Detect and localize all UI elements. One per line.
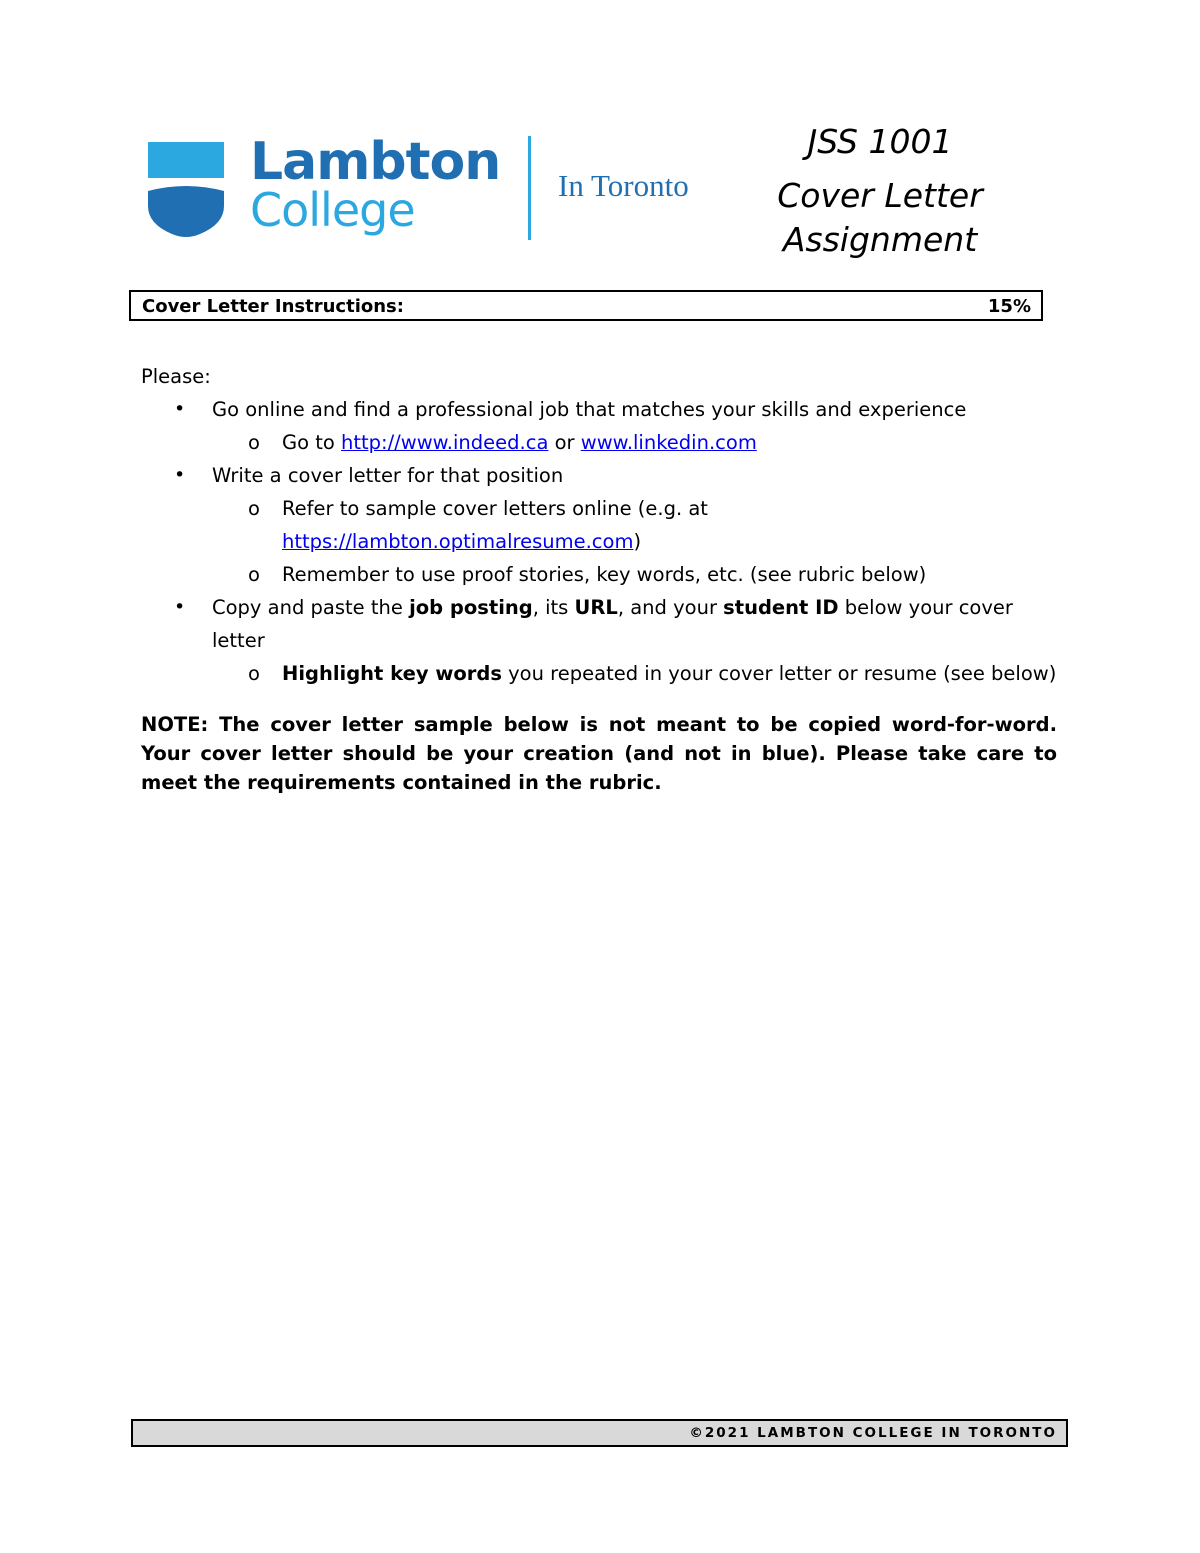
copy-part1: Copy and paste the — [212, 596, 410, 619]
refer-prefix: Refer to sample cover letters online (e.g. at — [282, 497, 708, 520]
copy-bold-url: URL — [574, 596, 618, 619]
instructions-content — [141, 360, 1061, 797]
instructions-weight: 15% — [987, 296, 1031, 317]
bullet1-text: Go online and find a professional job that matches your skills and experience — [212, 398, 967, 421]
bullet2-text: Write a cover letter for that position — [212, 464, 564, 487]
assignment-title: Cover Letter Assignment — [777, 176, 983, 259]
footer-copyright: ©2021 LAMBTON COLLEGE IN TORONTO — [689, 1425, 1057, 1441]
copy-part2: , its — [532, 596, 575, 619]
please-label: Please: — [141, 365, 211, 388]
instructions-label: Cover Letter Instructions: — [142, 296, 404, 317]
course-code: JSS 1001 — [807, 122, 953, 161]
copy-part4: below your cover letter — [212, 596, 1013, 652]
list-item — [141, 459, 1061, 591]
sub-bullet-icon: o — [248, 563, 260, 586]
list-item — [212, 426, 1061, 459]
goto-middle: or — [548, 431, 581, 454]
bullet-icon: • — [174, 398, 186, 420]
sub-bullet-icon: o — [248, 431, 260, 454]
sub-bullet-icon: o — [248, 497, 260, 520]
refer-suffix: ) — [633, 530, 642, 553]
bullet-icon: • — [174, 464, 186, 486]
goto-prefix: Go to — [282, 431, 342, 454]
bullet-icon: • — [174, 596, 186, 618]
sub-bullet-icon: o — [248, 662, 260, 685]
list-item — [212, 558, 1061, 591]
shield-icon — [148, 136, 224, 238]
highlight-bold: Highlight key words — [282, 662, 502, 685]
footer-bar — [131, 1419, 1068, 1447]
copy-part3: , and your — [617, 596, 724, 619]
copy-bold-job-posting: job posting — [409, 596, 533, 619]
instruction-list — [141, 393, 1061, 690]
lambton-college-logo — [148, 132, 708, 244]
sub-list — [212, 426, 1061, 459]
list-item — [141, 393, 1061, 459]
list-item — [212, 492, 1061, 558]
logo-text-lambton: Lambton — [250, 132, 501, 192]
optimalresume-link[interactable]: https://lambton.optimalresume.com — [282, 530, 634, 553]
indeed-link[interactable]: http://www.indeed.ca — [341, 431, 549, 454]
course-title-block — [760, 118, 1000, 262]
sub-list — [212, 657, 1061, 690]
logo-text-college: College — [250, 183, 415, 237]
remember-text: Remember to use proof stories, key words, etc. (see rubric below) — [282, 563, 927, 586]
logo-campus: In Toronto — [558, 168, 689, 203]
highlight-text: you repeated in your cover letter or resume (see below) — [501, 662, 1057, 685]
instructions-bar — [129, 290, 1043, 321]
list-item — [212, 657, 1061, 690]
note-paragraph: NOTE: The cover letter sample below is not meant to be copied word-for-word. Your cover letter should be your creation (and not in blue). Please take care to meet the requirements contained in the rubric. — [141, 713, 1057, 794]
sub-list — [212, 492, 1061, 591]
logo-divider — [528, 136, 531, 240]
linkedin-link[interactable]: www.linkedin.com — [580, 431, 757, 454]
list-item — [141, 591, 1061, 690]
copy-bold-student-id: student ID — [723, 596, 839, 619]
